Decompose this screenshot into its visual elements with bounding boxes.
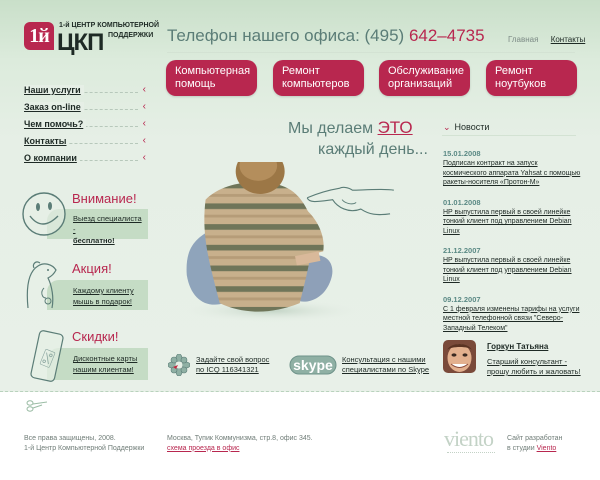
sidebar-item-order[interactable]: [24, 101, 148, 118]
link-contacts[interactable]: Контакты: [550, 35, 586, 44]
icq-flower-icon[interactable]: [168, 354, 190, 376]
nav-label[interactable]: Контакты: [24, 136, 69, 146]
top-links: [508, 35, 585, 45]
developer-line1: Сайт разработан: [507, 435, 563, 442]
menu-label-line1: Ремонт: [282, 65, 320, 77]
news-link[interactable]: HP выпустила первый в своей линейке тонкий клиент под управлением Debian Linux: [443, 208, 572, 235]
news-link[interactable]: С 1 февраля изменены тарифы на услуги местной телефонной связи "Северо-Западный Телеком": [443, 305, 580, 332]
scissors-icon: [26, 399, 48, 413]
sidebar-item-about[interactable]: [24, 152, 148, 169]
copyright-line2: 1-й Центр Компьютерной Поддержки: [24, 444, 145, 452]
consultant-line2[interactable]: прошу любить и жаловать!: [487, 367, 581, 376]
office-phone: [167, 26, 485, 46]
sidebar-nav: [24, 84, 148, 169]
nav-label[interactable]: Наши услуги: [24, 85, 84, 95]
sidebar-item-services[interactable]: [24, 84, 148, 101]
logo-tagline-2: ПОДДЕРЖКИ: [108, 32, 154, 39]
promo-text[interactable]: Дисконтные карты нашим клиентам!: [73, 354, 138, 374]
chevron-left-icon: ‹: [142, 101, 146, 112]
promo-text-bold[interactable]: бесплатно!: [73, 236, 115, 245]
consultant-line1[interactable]: Старший консультант -: [487, 357, 567, 366]
promo-title: Акция!: [72, 261, 112, 276]
news-item: [443, 198, 583, 237]
developer-line2: в студии: [507, 444, 537, 452]
nav-label[interactable]: Заказ on-line: [24, 102, 84, 112]
icq-line1[interactable]: Задайте свой вопрос: [196, 355, 270, 364]
menu-laptop-repair[interactable]: [486, 60, 577, 96]
logo-tagline-1: 1-й ЦЕНТР КОМПЬЮТЕРНОЙ: [59, 22, 159, 29]
news-heading: [443, 122, 489, 133]
address-text: Москва, Тупик Коммунизма, стр.8, офис 345.: [167, 435, 313, 442]
map-link[interactable]: схема проезда в офис: [167, 444, 240, 452]
news-date: 01.01.2008: [443, 197, 481, 207]
menu-pc-repair[interactable]: [273, 60, 364, 96]
phone-number: 642–4735: [408, 26, 485, 45]
skype-line1[interactable]: Консультация с нашими: [342, 355, 426, 364]
viento-logo[interactable]: viento: [444, 426, 493, 451]
slogan-prefix: Мы делаем: [288, 120, 378, 137]
discount-card-icon: [30, 328, 64, 384]
menu-label-line1: Компьютерная: [175, 65, 251, 77]
hero-image: [160, 162, 430, 322]
chevron-left-icon: ‹: [142, 84, 146, 95]
header-divider: [167, 52, 575, 53]
chevron-left-icon: ‹: [142, 135, 146, 146]
promo-title: Внимание!: [72, 191, 137, 206]
nav-label[interactable]: О компании: [24, 153, 80, 163]
skype-logo-icon[interactable]: [289, 354, 337, 376]
news-link[interactable]: HP выпустила первый в своей линейке тонкий клиент под управлением Debian Linux: [443, 257, 572, 283]
news-item: [443, 149, 583, 188]
news-date: 09.12.2007: [443, 294, 481, 304]
hero-slogan-line2: каждый день...: [318, 141, 428, 158]
news-list: [443, 149, 583, 343]
icq-link[interactable]: [196, 355, 269, 375]
menu-label-line2: ноутбуков: [495, 78, 547, 90]
logo-abbr: ЦКП: [57, 29, 104, 56]
news-date: 21.12.2007: [443, 246, 481, 255]
icq-line2[interactable]: по ICQ 116341321: [196, 365, 259, 374]
consultant-avatar[interactable]: [443, 340, 476, 373]
footer-address: [167, 434, 313, 453]
slogan-accent: ЭТО: [377, 118, 413, 137]
menu-computer-help[interactable]: [166, 60, 257, 96]
smiley-icon: [22, 190, 70, 238]
news-item: [443, 246, 583, 285]
mouse-icon: [24, 258, 60, 312]
footer-developer: [507, 434, 562, 453]
menu-org-service[interactable]: [379, 60, 470, 96]
menu-label-line2: организаций: [388, 78, 453, 90]
menu-label-line1: Ремонт: [495, 65, 533, 77]
menu-label-line2: помощь: [175, 78, 216, 90]
news-date: 15.01.2008: [443, 149, 481, 158]
promo-title: Скидки!: [72, 329, 119, 344]
promo-text[interactable]: Каждому клиенту мышь в подарок!: [73, 286, 134, 306]
news-heading-label: Новости: [454, 122, 490, 132]
sidebar-item-contacts[interactable]: [24, 135, 148, 152]
skype-line2[interactable]: специалистами по Skype: [342, 365, 430, 374]
news-divider: [442, 135, 576, 136]
copyright-line1: Все права защищены, 2008.: [24, 435, 116, 442]
site-logo[interactable]: [24, 22, 164, 56]
chevron-left-icon: ‹: [142, 152, 146, 163]
hero-slogan-line1: [288, 118, 413, 138]
chevron-down-icon: ⌄: [443, 122, 451, 132]
promo-box[interactable]: [47, 280, 148, 310]
consultant-description[interactable]: [487, 357, 581, 377]
sidebar-item-help[interactable]: [24, 118, 148, 135]
nav-label[interactable]: Чем помочь?: [24, 119, 86, 129]
news-link[interactable]: Подписан контракт на запуск космического аппарата Yahsat с помощью ракеты-носителя «Протон-М»: [443, 160, 581, 186]
skype-link[interactable]: [342, 355, 429, 375]
link-home[interactable]: Главная: [508, 35, 539, 44]
consultant-name[interactable]: Горкун Татьяна: [487, 342, 549, 351]
promo-text[interactable]: Выезд специалиста -: [73, 214, 142, 234]
viento-logo-underline: [447, 452, 495, 454]
footer-copyright: [24, 434, 144, 453]
menu-label-line2: компьютеров: [282, 78, 350, 90]
menu-label-line1: Обслуживание: [388, 65, 464, 77]
skype-logo-text: skype: [293, 357, 333, 373]
phone-label: Телефон нашего офиса: (495): [167, 26, 409, 45]
logo-mark: 1й: [24, 22, 54, 50]
chevron-left-icon: ‹: [142, 118, 146, 129]
viento-link[interactable]: Viento: [536, 444, 557, 452]
news-item: [443, 295, 583, 334]
